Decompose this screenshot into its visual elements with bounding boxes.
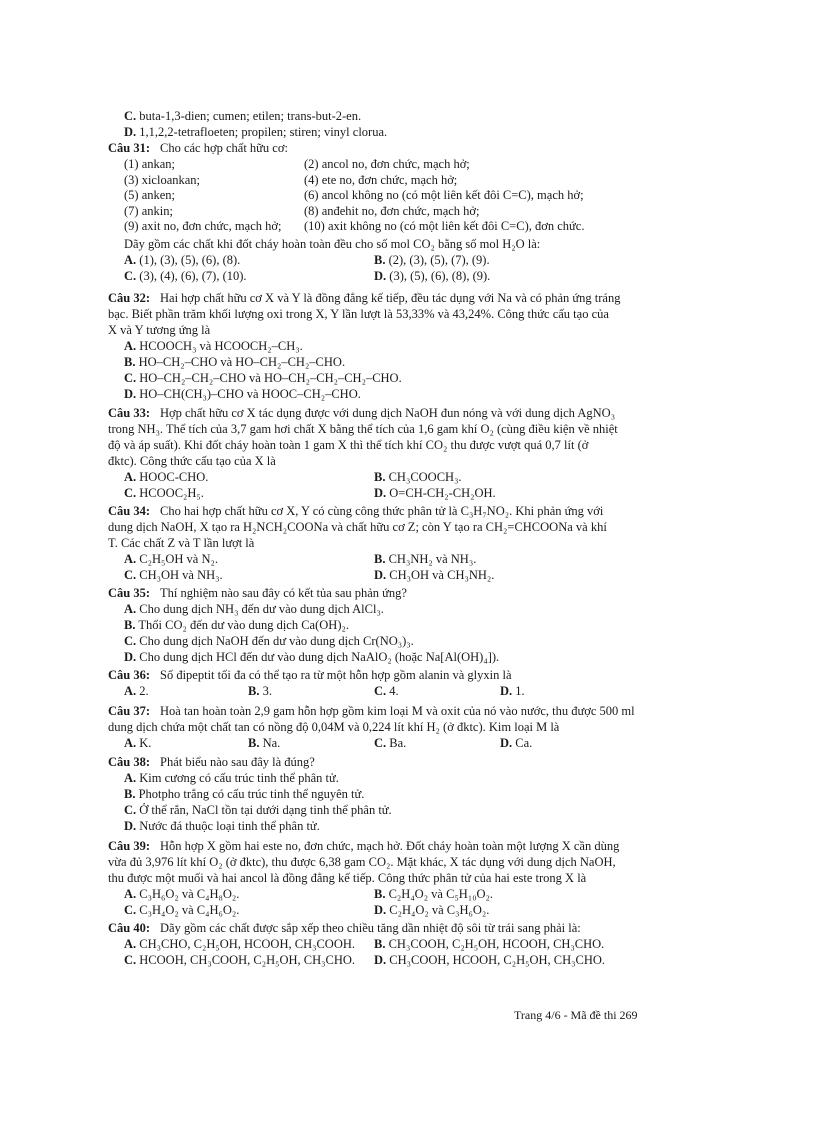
q35-title: Câu 35: [108, 586, 151, 600]
q31-title: Câu 31: [108, 141, 151, 155]
q31-option-d: D. (3), (5), (6), (8), (9). [374, 269, 491, 283]
q40-option-c: C. HCOOH, CH₃COOH, C₂H₅OH, CH₃CHO. [124, 953, 355, 967]
q33-line-1: Hợp chất hữu cơ X tác dụng được với dung dịch NaOH đun nóng và với dung dịch AgNO₃ [160, 406, 616, 420]
q33-line-3: độ và áp suất). Khi đốt cháy hoàn toàn 1 gam X thì thể tích khí CO₂ thu được vượt quá 0,7 lít (ở [108, 438, 589, 452]
q34-line-1: Cho hai hợp chất hữu cơ X, Y có cùng công thức phân tử là C₃H₇NO₂. Khi phản ứng với [160, 504, 604, 518]
q31-item-6: (6) ancol không no (có một liên kết đôi C=C), mạch hở; [304, 188, 584, 202]
q32-option-d: D. HO–CH(CH₃)–CHO và HOOC–CH₂–CHO. [124, 387, 361, 401]
q35-option-b: B. Thổi CO₂ đến dư vào dung dịch Ca(OH)₂. [124, 618, 349, 632]
q31-item-8: (8) anđehit no, đơn chức, mạch hở; [304, 204, 480, 218]
q32-option-c: C. HO–CH₂–CH₂–CHO và HO–CH₂–CH₂–CH₂–CHO. [124, 371, 402, 385]
q39-line-1: Hỗn hợp X gồm hai este no, đơn chức, mạch hở. Đốt cháy hoàn toàn một lượng X cần dùng [160, 839, 620, 853]
q38-option-b: B. Photpho trắng có cấu trúc tinh thể nguyên tử. [124, 787, 365, 801]
q32-title: Câu 32: [108, 291, 151, 305]
q30-option-c: C. buta-1,3-dien; cumen; etilen; trans-but-2-en. [124, 109, 362, 123]
q37-option-b: B. Na. [248, 736, 281, 750]
q33-line-4: đktc). Công thức cấu tạo của X là [108, 454, 276, 468]
q31-option-b: B. (2), (3), (5), (7), (9). [374, 253, 490, 267]
q37-title: Câu 37: [108, 704, 151, 718]
q40-title: Câu 40: [108, 921, 151, 935]
q35-text: Thí nghiệm nào sau đây có kết tủa sau phản ứng? [160, 586, 407, 600]
q38-text: Phát biểu nào sau đây là đúng? [160, 755, 315, 769]
q31-item-5: (5) anken; [124, 188, 176, 202]
q38-option-c: C. Ở thể rắn, NaCl tồn tại dưới dạng tinh thể phân tử. [124, 803, 392, 817]
q34-line-2: dung dịch NaOH, X tạo ra H₂NCH₂COONa và chất hữu cơ Z; còn Y tạo ra CH₂=CHCOONa và khí [108, 520, 607, 534]
q32-line-1: Hai hợp chất hữu cơ X và Y là đồng đẳng kế tiếp, đều tác dụng với Na và có phản ứng tráng [160, 291, 621, 305]
q39-line-3: thu được một muối và hai ancol là đồng đẳng kế tiếp. Công thức phân tử của hai este trong X là [108, 871, 587, 885]
q34-line-3: T. Các chất Z và T lần lượt là [108, 536, 255, 550]
q31-item-4: (4) ete no, đơn chức, mạch hở; [304, 173, 458, 187]
q37-line-1: Hoà tan hoàn toàn 2,9 gam hỗn hợp gồm kim loại M và oxit của nó vào nước, thu được 500 ml [160, 704, 635, 718]
q36-title: Câu 36: [108, 668, 151, 682]
q39-option-a: A. C₃H₆O₂ và C₄H₈O₂. [124, 887, 240, 901]
q39-option-d: D. C₂H₄O₂ và C₃H₆O₂. [374, 903, 490, 917]
q36-option-c: C. 4. [374, 684, 399, 698]
q35-option-c: C. Cho dung dịch NaOH đến dư vào dung dịch Cr(NO₃)₃. [124, 634, 414, 648]
q33-option-a: A. HOOC-CHO. [124, 470, 209, 484]
q31-item-7: (7) ankin; [124, 204, 173, 218]
q38-title: Câu 38: [108, 755, 151, 769]
q34-option-b: B. CH₃NH₂ và NH₃. [374, 552, 477, 566]
q34-option-d: D. CH₃OH và CH₃NH₂. [374, 568, 495, 582]
q32-option-a: A. HCOOCH₃ và HCOOCH₂–CH₃. [124, 339, 303, 353]
q34-option-a: A. C₂H₅OH và N₂. [124, 552, 218, 566]
q33-option-b: B. CH₃COOCH₃. [374, 470, 462, 484]
q35-option-a: A. Cho dung dịch NH₃ đến dư vào dung dịch AlCl₃. [124, 602, 384, 616]
q33-title: Câu 33: [108, 406, 151, 420]
q31-item-9: (9) axit no, đơn chức, mạch hở; [124, 219, 282, 233]
q37-option-d: D. Ca. [500, 736, 533, 750]
q31-item-2: (2) ancol no, đơn chức, mạch hở; [304, 157, 470, 171]
q33-line-2: trong NH₃. Thể tích của 3,7 gam hơi chất X bằng thể tích của 1,6 gam khí O₂ (cùng điều kiện về nhiệt [108, 422, 618, 436]
q36-text: Số đipeptit tối đa có thể tạo ra từ một hỗn hợp gồm alanin và glyxin là [160, 668, 512, 682]
q31-text: Cho các hợp chất hữu cơ: [160, 141, 288, 155]
q36-option-b: B. 3. [248, 684, 272, 698]
q31-item-3: (3) xicloankan; [124, 173, 201, 187]
q32-option-b: B. HO–CH₂–CHO và HO–CH₂–CH₂–CHO. [124, 355, 346, 369]
q33-option-d: D. O=CH-CH₂-CH₂OH. [374, 486, 496, 500]
q32-line-3: X và Y tương ứng là [108, 323, 211, 337]
q39-option-c: C. C₃H₄O₂ và C₄H₆O₂. [124, 903, 240, 917]
q40-option-d: D. CH₃COOH, HCOOH, C₂H₅OH, CH₃CHO. [374, 953, 605, 967]
q36-option-d: D. 1. [500, 684, 525, 698]
q37-option-a: A. K. [124, 736, 152, 750]
q37-line-2: dung dịch chứa một chất tan có nồng độ 0,04M và 0,224 lít khí H₂ (ở đktc). Kim loại M là [108, 720, 560, 734]
q37-option-c: C. Ba. [374, 736, 407, 750]
q34-title: Câu 34: [108, 504, 151, 518]
q39-line-2: vừa đủ 3,976 lít khí O₂ (ở đktc), thu được 6,38 gam CO₂. Mặt khác, X tác dụng với dung dịch NaOH, [108, 855, 616, 869]
q40-text: Dãy gồm các chất được sắp xếp theo chiều tăng dần nhiệt độ sôi từ trái sang phải là: [160, 921, 581, 935]
q31-option-c: C. (3), (4), (6), (7), (10). [124, 269, 247, 283]
q38-option-d: D. Nước đá thuộc loại tinh thể phân tử. [124, 819, 320, 833]
q36-option-a: A. 2. [124, 684, 149, 698]
q31-option-a: A. (1), (3), (5), (6), (8). [124, 253, 241, 267]
q40-option-b: B. CH₃COOH, C₂H₅OH, HCOOH, CH₃CHO. [374, 937, 605, 951]
q39-option-b: B. C₂H₄O₂ và C₅H₁₀O₂. [374, 887, 494, 901]
q40-option-a: A. CH₃CHO, C₂H₅OH, HCOOH, CH₃COOH. [124, 937, 355, 951]
q39-title: Câu 39: [108, 839, 151, 853]
q30-option-d: D. 1,1,2,2-tetrafloeten; propilen; stiren; vinyl clorua. [124, 125, 388, 139]
q31-item-1: (1) ankan; [124, 157, 176, 171]
q34-option-c: C. CH₃OH và NH₃. [124, 568, 223, 582]
q31-item-10: (10) axit không no (có một liên kết đôi C=C), đơn chức. [304, 219, 585, 233]
page-footer: Trang 4/6 - Mã đề thi 269 [514, 1008, 638, 1022]
q31-stem: Dãy gồm các chất khi đốt cháy hoàn toàn đều cho số mol CO₂ bằng số mol H₂O là: [124, 237, 541, 251]
q33-option-c: C. HCOOC₂H₅. [124, 486, 204, 500]
q32-line-2: bạc. Biết phần trăm khối lượng oxi trong X, Y lần lượt là 53,33% và 43,24%. Công thức cấu tạo của [108, 307, 609, 321]
q35-option-d: D. Cho dung dịch HCl đến dư vào dung dịch NaAlO₂ (hoặc Na[Al(OH)₄]). [124, 650, 500, 664]
q38-option-a: A. Kim cương có cấu trúc tinh thể phân tử. [124, 771, 339, 785]
